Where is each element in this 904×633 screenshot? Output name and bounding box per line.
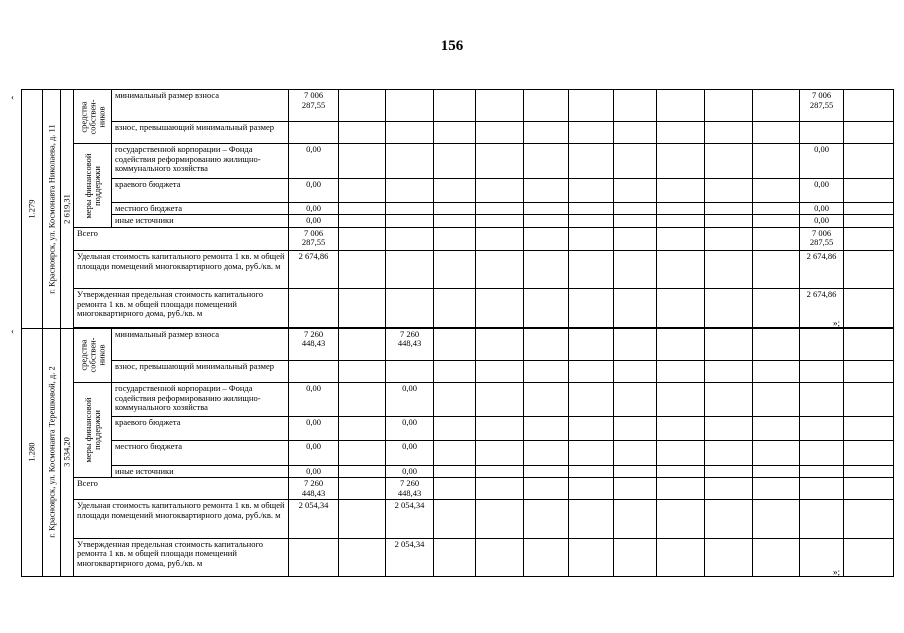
address: г. Красноярск, ул. Космонавта Николаева, д. 11 (46, 124, 56, 294)
row-label: местного бюджета (112, 441, 289, 465)
value-cell: 2 674,86 (289, 251, 339, 289)
left-mark-1: ‹ (11, 92, 14, 102)
owners-funds-cell (74, 328, 112, 382)
value-cell: 0,00 (289, 144, 339, 178)
row-label: Всего (74, 227, 289, 250)
table-row (22, 465, 894, 478)
value-cell: 7 260 448,43 (386, 478, 434, 500)
value-cell: 7 260 448,43 (289, 478, 339, 500)
table-row (22, 289, 894, 327)
support-measures-label: меры финансовой поддержки (82, 153, 102, 219)
value-cell: 0,00 (800, 178, 844, 202)
row-label: взнос, превышающий минимальный размер (112, 360, 289, 382)
row-label: Утвержденная предельная стоимость капитального ремонта 1 кв. м общей площади помещений многоквартирного дома, руб./кв. м (74, 289, 289, 327)
row-label: Удельная стоимость капитального ремонта 1 кв. м общей площади помещений многоквартирного дома, руб./кв. м (74, 251, 289, 289)
page-number: 156 (440, 38, 464, 54)
table-row (22, 215, 894, 228)
value-cell: 0,00 (289, 215, 339, 228)
support-measures-label: меры финансовой поддержки (82, 397, 102, 463)
value-cell: 0,00 (800, 202, 844, 215)
row-label: местного бюджета (112, 202, 289, 215)
table-row (22, 538, 894, 576)
row-label: иные источники (112, 465, 289, 478)
left-mark-2: ‹ (11, 326, 14, 336)
value-cell: 7 006 287,55 (289, 227, 339, 250)
row-label: государственной корпорации – Фонда содействия реформированию жилищно-коммунального хозяйства (112, 144, 289, 178)
value-cell: 2 054,34 (386, 538, 434, 576)
record-number: 1.279 (26, 199, 37, 219)
value-cell: 0,00 (289, 465, 339, 478)
owners-funds-cell (74, 90, 112, 144)
row-label: краевого бюджета (112, 417, 289, 441)
closing-quote-2: »; (833, 567, 841, 577)
value-cell: 7 006 287,55 (289, 90, 339, 122)
record-number-cell (22, 328, 43, 576)
table-row (22, 417, 894, 441)
table-row (22, 478, 894, 500)
owners-funds-label: средства собствен-ников (78, 99, 106, 135)
value-cell: 0,00 (289, 441, 339, 465)
value-cell: 2 054,34 (386, 500, 434, 538)
row-label: Всего (74, 478, 289, 500)
table-row (22, 360, 894, 382)
owners-funds-label: средства собствен-ников (78, 337, 106, 373)
support-measures-cell (74, 144, 112, 228)
row-label: Утвержденная предельная стоимость капитального ремонта 1 кв. м общей площади помещений многоквартирного дома, руб./кв. м (74, 538, 289, 576)
value-cell: 7 006 287,55 (800, 227, 844, 250)
address-cell (43, 90, 61, 329)
value-cell: 2 674,86 (800, 251, 844, 289)
table-row (22, 383, 894, 417)
area: 2 619,31 (61, 193, 72, 224)
value-cell: 0,00 (800, 144, 844, 178)
value-cell: 7 260 448,43 (386, 328, 434, 360)
table-row (22, 122, 894, 144)
value-cell: 0,00 (800, 215, 844, 228)
area-cell (61, 90, 74, 329)
table-row (22, 441, 894, 465)
area-cell (61, 328, 74, 576)
table-row (22, 144, 894, 178)
value-cell: 2 674,86 (800, 289, 844, 327)
table-row (22, 90, 894, 122)
closing-quote-1: »; (833, 318, 841, 328)
address-cell (43, 328, 61, 576)
row-label: минимальный размер взноса (112, 90, 289, 122)
table-row (22, 178, 894, 202)
table-row (22, 251, 894, 289)
table-row (22, 328, 894, 360)
support-measures-cell (74, 383, 112, 478)
value-cell: 0,00 (289, 417, 339, 441)
value-cell: 0,00 (289, 383, 339, 417)
row-label: иные источники (112, 215, 289, 228)
value-cell: 0,00 (386, 417, 434, 441)
value-cell: 0,00 (386, 383, 434, 417)
record-number-cell (22, 90, 43, 329)
address: г. Красноярск, ул. Космонавта Терешковой, д. 2 (46, 366, 56, 539)
value-cell: 0,00 (386, 441, 434, 465)
value-cell: 2 054,34 (289, 500, 339, 538)
row-label: взнос, превышающий минимальный размер (112, 122, 289, 144)
capital-repair-table (21, 89, 894, 577)
row-label: минимальный размер взноса (112, 328, 289, 360)
value-cell: 0,00 (386, 465, 434, 478)
table-row (22, 500, 894, 538)
value-cell: 0,00 (289, 178, 339, 202)
area: 3 534,20 (61, 437, 72, 468)
record-number: 1.280 (26, 442, 37, 462)
table-row (22, 202, 894, 215)
value-cell: 7 006 287,55 (800, 90, 844, 122)
row-label: краевого бюджета (112, 178, 289, 202)
row-label: государственной корпорации – Фонда содействия реформированию жилищно-коммунального хозяйства (112, 383, 289, 417)
table-row (22, 227, 894, 250)
value-cell: 0,00 (289, 202, 339, 215)
row-label: Удельная стоимость капитального ремонта 1 кв. м общей площади помещений многоквартирного дома, руб./кв. м (74, 500, 289, 538)
value-cell: 7 260 448,43 (289, 328, 339, 360)
